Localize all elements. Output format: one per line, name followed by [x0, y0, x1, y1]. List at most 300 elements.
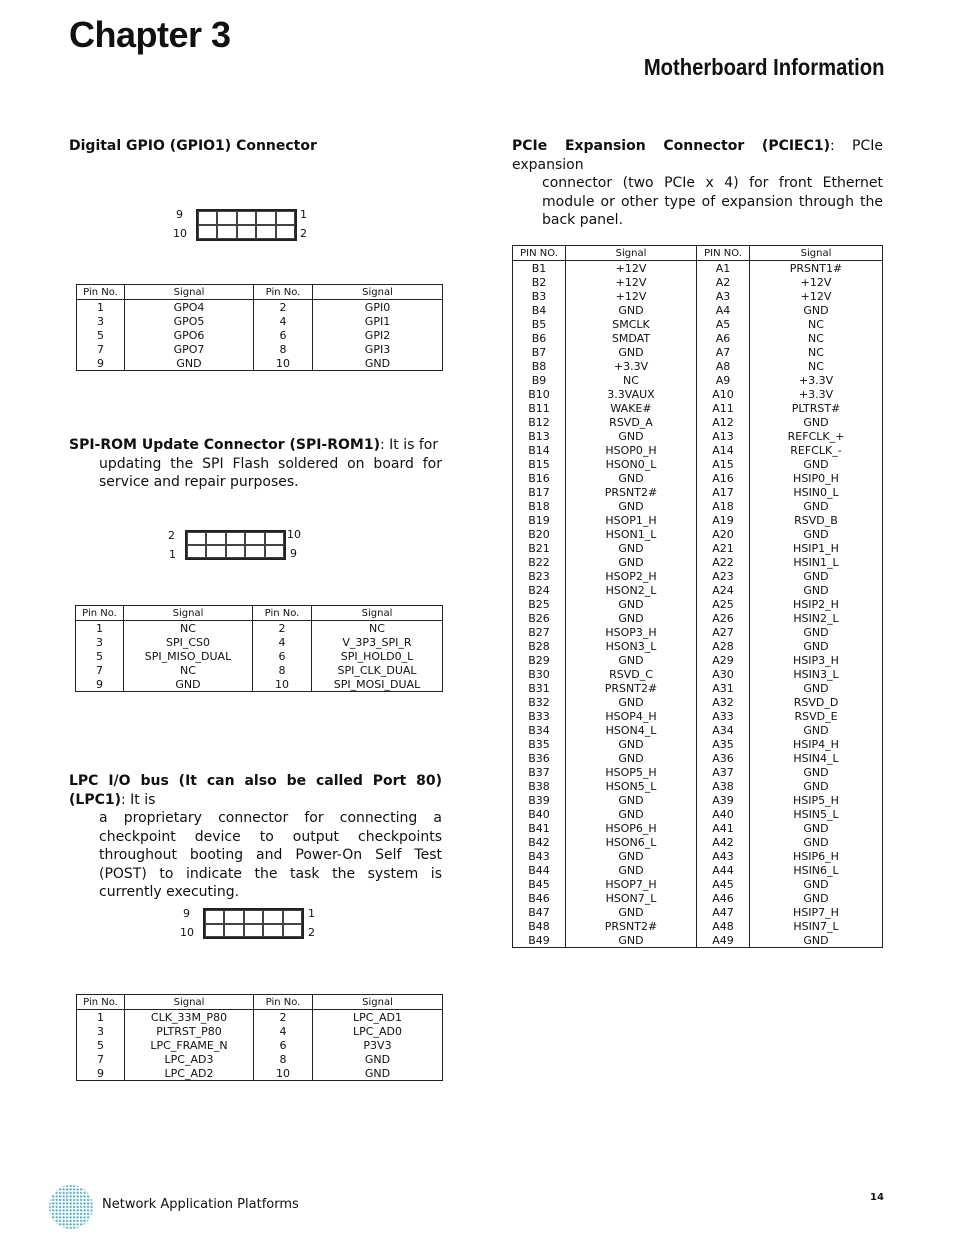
table-cell: GND [750, 639, 883, 653]
table-cell: +12V [566, 289, 697, 303]
table-cell: +12V [750, 289, 883, 303]
table-cell: GND [566, 793, 697, 807]
table-row [513, 597, 883, 611]
table-cell: GND [566, 933, 697, 948]
table-cell: GND [566, 611, 697, 625]
table-cell: A36 [697, 751, 750, 765]
table-cell: A15 [697, 457, 750, 471]
table-row [513, 401, 883, 415]
table-row: 3 PLTRST_P80 4 LPC_AD0 [77, 1024, 443, 1038]
table-cell: GND [750, 765, 883, 779]
table-cell: GND [750, 583, 883, 597]
table-cell: GND [566, 541, 697, 555]
table-cell: HSON0_L [566, 457, 697, 471]
table-row [513, 625, 883, 639]
page-number: 14 [870, 1192, 884, 1203]
table-cell: REFCLK_- [750, 443, 883, 457]
table-cell: B42 [513, 835, 566, 849]
table-row [513, 583, 883, 597]
table-cell: GND [566, 905, 697, 919]
table-cell: GND [566, 597, 697, 611]
table-cell: PRSNT1# [750, 261, 883, 276]
table-cell: B7 [513, 345, 566, 359]
table-cell: +3.3V [750, 373, 883, 387]
table-cell: B21 [513, 541, 566, 555]
table-cell: B12 [513, 415, 566, 429]
table-row [513, 737, 883, 751]
table-cell: GND [566, 695, 697, 709]
table-cell: HSIN7_L [750, 919, 883, 933]
spi-label-tl: 2 [168, 529, 175, 542]
table-cell: B47 [513, 905, 566, 919]
table-cell: B30 [513, 667, 566, 681]
table-cell: A21 [697, 541, 750, 555]
table-cell: GND [566, 471, 697, 485]
table-cell: B40 [513, 807, 566, 821]
table-cell: 3.3VAUX [566, 387, 697, 401]
table-row [513, 513, 883, 527]
table-cell: B29 [513, 653, 566, 667]
table-row [513, 569, 883, 583]
gpio-connector-diagram [170, 206, 310, 242]
table-cell: B2 [513, 275, 566, 289]
table-row: 1 CLK_33M_P80 2 LPC_AD1 [77, 1010, 443, 1025]
table-cell: PRSNT2# [566, 919, 697, 933]
table-cell: B10 [513, 387, 566, 401]
table-cell: PRSNT2# [566, 485, 697, 499]
table-cell: NC [566, 373, 697, 387]
table-cell: B34 [513, 723, 566, 737]
table-cell: HSIP7_H [750, 905, 883, 919]
table-cell: A4 [697, 303, 750, 317]
table-cell: +12V [566, 275, 697, 289]
table-cell: GND [566, 429, 697, 443]
table-row [513, 261, 883, 276]
table-cell: A29 [697, 653, 750, 667]
table-cell: HSOP6_H [566, 821, 697, 835]
pcie-desc-first: : PCIe expansion [512, 138, 883, 173]
table-row [513, 289, 883, 303]
table-cell: A9 [697, 373, 750, 387]
table-row [513, 373, 883, 387]
table-cell: HSIP6_H [750, 849, 883, 863]
table-row [513, 275, 883, 289]
table-cell: A13 [697, 429, 750, 443]
table-row [513, 415, 883, 429]
table-cell: A34 [697, 723, 750, 737]
table-cell: B48 [513, 919, 566, 933]
table-cell: HSON2_L [566, 583, 697, 597]
table-cell: B3 [513, 289, 566, 303]
table-cell: A47 [697, 905, 750, 919]
table-cell: A14 [697, 443, 750, 457]
table-cell: GND [750, 821, 883, 835]
table-cell: B24 [513, 583, 566, 597]
table-row [513, 317, 883, 331]
table-cell: HSIP0_H [750, 471, 883, 485]
table-cell: HSON1_L [566, 527, 697, 541]
table-cell: A43 [697, 849, 750, 863]
table-row [513, 863, 883, 877]
table-cell: A40 [697, 807, 750, 821]
table-row [513, 765, 883, 779]
table-cell: +3.3V [750, 387, 883, 401]
table-cell: A26 [697, 611, 750, 625]
table-cell: SMDAT [566, 331, 697, 345]
table-cell: A1 [697, 261, 750, 276]
table-cell: B8 [513, 359, 566, 373]
table-cell: A3 [697, 289, 750, 303]
spi-pin-grid [185, 530, 286, 560]
table-cell: B16 [513, 471, 566, 485]
table-cell: GND [750, 527, 883, 541]
table-row [513, 779, 883, 793]
table-row [513, 457, 883, 471]
table-cell: GND [750, 625, 883, 639]
table-cell: HSIN1_L [750, 555, 883, 569]
table-row [513, 471, 883, 485]
table-cell: HSIP5_H [750, 793, 883, 807]
table-cell: GND [566, 345, 697, 359]
table-cell: +3.3V [566, 359, 697, 373]
table-cell: RSVD_D [750, 695, 883, 709]
table-cell: HSIN3_L [750, 667, 883, 681]
table-cell: B19 [513, 513, 566, 527]
table-cell: B11 [513, 401, 566, 415]
table-cell: GND [566, 737, 697, 751]
table-cell: HSOP4_H [566, 709, 697, 723]
table-row: 9 GND 10 SPI_MOSI_DUAL [76, 677, 443, 692]
table-cell: A30 [697, 667, 750, 681]
table-header-row: PIN NO. Signal PIN NO. Signal [513, 246, 883, 261]
table-cell: A19 [697, 513, 750, 527]
gpio-pin-grid [196, 209, 297, 241]
table-cell: REFCLK_+ [750, 429, 883, 443]
table-cell: B27 [513, 625, 566, 639]
table-cell: GND [566, 751, 697, 765]
table-cell: B33 [513, 709, 566, 723]
table-row [513, 723, 883, 737]
table-cell: B46 [513, 891, 566, 905]
table-cell: B14 [513, 443, 566, 457]
table-cell: A11 [697, 401, 750, 415]
table-cell: HSIP2_H [750, 597, 883, 611]
table-cell: HSOP1_H [566, 513, 697, 527]
lpc-label-br: 2 [308, 926, 315, 939]
spi-desc: updating the SPI Flash soldered on board for service and repair purposes. [99, 455, 442, 490]
table-row: 7 NC 8 SPI_CLK_DUAL [76, 663, 443, 677]
table-cell: HSON4_L [566, 723, 697, 737]
table-cell: B26 [513, 611, 566, 625]
gpio-pin-table [76, 284, 443, 371]
pcie-heading [512, 137, 883, 230]
table-cell: A25 [697, 597, 750, 611]
table-cell: B9 [513, 373, 566, 387]
table-cell: NC [750, 345, 883, 359]
spi-label-br: 9 [290, 547, 297, 560]
table-row [513, 611, 883, 625]
lpc-heading [69, 772, 442, 902]
table-cell: B15 [513, 457, 566, 471]
table-cell: NC [750, 359, 883, 373]
table-cell: B28 [513, 639, 566, 653]
table-cell: RSVD_E [750, 709, 883, 723]
table-header-row: Pin No. Signal Pin No. Signal [76, 606, 443, 621]
section-title: Motherboard Information [643, 54, 884, 80]
table-cell: HSIN4_L [750, 751, 883, 765]
table-row [513, 639, 883, 653]
table-row [513, 891, 883, 905]
table-cell: B20 [513, 527, 566, 541]
table-cell: HSOP3_H [566, 625, 697, 639]
table-cell: GND [566, 849, 697, 863]
table-row [513, 933, 883, 948]
table-cell: A38 [697, 779, 750, 793]
table-row: 9 GND 10 GND [77, 356, 443, 371]
table-row [513, 821, 883, 835]
table-cell: A37 [697, 765, 750, 779]
table-row [513, 681, 883, 695]
gpio-label-tr: 1 [300, 208, 307, 221]
table-cell: RSVD_C [566, 667, 697, 681]
table-cell: B44 [513, 863, 566, 877]
table-cell: A45 [697, 877, 750, 891]
table-row [513, 709, 883, 723]
table-row: 3 SPI_CS0 4 V_3P3_SPI_R [76, 635, 443, 649]
table-row: 3 GPO5 4 GPI1 [77, 314, 443, 328]
table-cell: B17 [513, 485, 566, 499]
spi-heading [69, 436, 442, 492]
table-cell: HSIP4_H [750, 737, 883, 751]
table-cell: B37 [513, 765, 566, 779]
pcie-title: PCIe Expansion Connector (PCIEC1) [512, 138, 831, 154]
table-cell: A46 [697, 891, 750, 905]
table-cell: PLTRST# [750, 401, 883, 415]
table-cell: A44 [697, 863, 750, 877]
table-cell: GND [750, 723, 883, 737]
table-cell: GND [750, 569, 883, 583]
lpc-connector-diagram [178, 905, 323, 941]
table-cell: B25 [513, 597, 566, 611]
table-row [513, 541, 883, 555]
table-row [513, 499, 883, 513]
table-cell: A20 [697, 527, 750, 541]
table-cell: B31 [513, 681, 566, 695]
table-cell: RSVD_A [566, 415, 697, 429]
table-cell: A24 [697, 583, 750, 597]
table-cell: +12V [750, 275, 883, 289]
table-cell: A42 [697, 835, 750, 849]
table-cell: B4 [513, 303, 566, 317]
table-cell: GND [566, 303, 697, 317]
spi-title: SPI-ROM Update Connector (SPI-ROM1) [69, 437, 380, 453]
table-cell: A7 [697, 345, 750, 359]
table-cell: HSON3_L [566, 639, 697, 653]
lpc-desc: a proprietary connector for connecting a checkpoint device to output checkpoints throughout booting and Power-On Self Test (POST) to indicate the task the system is currently executing. [99, 810, 442, 900]
table-cell: A12 [697, 415, 750, 429]
table-row: 7 LPC_AD3 8 GND [77, 1052, 443, 1066]
table-row [513, 443, 883, 457]
table-cell: A49 [697, 933, 750, 948]
table-cell: B38 [513, 779, 566, 793]
table-cell: A35 [697, 737, 750, 751]
lpc-pin-table [76, 994, 443, 1081]
table-header-row: Pin No. Signal Pin No. Signal [77, 285, 443, 300]
table-cell: HSON5_L [566, 779, 697, 793]
table-row [513, 905, 883, 919]
table-cell: A32 [697, 695, 750, 709]
spi-label-tr: 10 [287, 528, 301, 541]
table-row: 7 GPO7 8 GPI3 [77, 342, 443, 356]
spi-pin-table [75, 605, 443, 692]
table-cell: B45 [513, 877, 566, 891]
table-row [513, 303, 883, 317]
table-cell: PRSNT2# [566, 681, 697, 695]
table-cell: HSOP2_H [566, 569, 697, 583]
table-cell: GND [566, 863, 697, 877]
table-row: 5 SPI_MISO_DUAL 6 SPI_HOLD0_L [76, 649, 443, 663]
table-row [513, 835, 883, 849]
table-cell: B35 [513, 737, 566, 751]
table-cell: GND [750, 303, 883, 317]
lpc-label-bl: 10 [180, 926, 194, 939]
table-cell: A41 [697, 821, 750, 835]
table-cell: A33 [697, 709, 750, 723]
table-cell: HSOP0_H [566, 443, 697, 457]
table-cell: B1 [513, 261, 566, 276]
table-cell: A18 [697, 499, 750, 513]
table-cell: A39 [697, 793, 750, 807]
gpio-label-bl: 10 [173, 227, 187, 240]
table-row: 5 LPC_FRAME_N 6 P3V3 [77, 1038, 443, 1052]
table-cell: WAKE# [566, 401, 697, 415]
table-cell: GND [566, 807, 697, 821]
table-cell: GND [566, 555, 697, 569]
table-cell: A16 [697, 471, 750, 485]
table-cell: A22 [697, 555, 750, 569]
table-cell: HSIN0_L [750, 485, 883, 499]
table-cell: GND [750, 415, 883, 429]
spi-label-bl: 1 [169, 548, 176, 561]
table-cell: B5 [513, 317, 566, 331]
table-cell: SMCLK [566, 317, 697, 331]
table-cell: GND [566, 653, 697, 667]
table-cell: GND [566, 499, 697, 513]
table-cell: GND [750, 891, 883, 905]
table-row [513, 653, 883, 667]
table-cell: B23 [513, 569, 566, 583]
table-cell: +12V [566, 261, 697, 276]
table-row [513, 345, 883, 359]
table-cell: A48 [697, 919, 750, 933]
company-logo-icon [48, 1184, 94, 1230]
table-row: 9 LPC_AD2 10 GND [77, 1066, 443, 1081]
table-row [513, 877, 883, 891]
table-cell: A8 [697, 359, 750, 373]
table-cell: GND [750, 457, 883, 471]
table-cell: HSOP5_H [566, 765, 697, 779]
table-row [513, 485, 883, 499]
table-cell: NC [750, 317, 883, 331]
table-row [513, 807, 883, 821]
table-row [513, 919, 883, 933]
table-row [513, 793, 883, 807]
lpc-label-tl: 9 [183, 907, 190, 920]
table-cell: B39 [513, 793, 566, 807]
table-cell: NC [750, 331, 883, 345]
gpio-heading [69, 137, 442, 156]
table-cell: B18 [513, 499, 566, 513]
table-cell: B43 [513, 849, 566, 863]
table-cell: A17 [697, 485, 750, 499]
chapter-title: Chapter 3 [69, 14, 231, 55]
spi-connector-diagram [164, 527, 314, 563]
table-cell: GND [750, 835, 883, 849]
table-cell: A2 [697, 275, 750, 289]
table-cell: B49 [513, 933, 566, 948]
table-cell: GND [750, 681, 883, 695]
gpio-title: Digital GPIO (GPIO1) Connector [69, 138, 317, 154]
table-header-row: Pin No. Signal Pin No. Signal [77, 995, 443, 1010]
table-row [513, 359, 883, 373]
table-cell: B22 [513, 555, 566, 569]
table-cell: GND [750, 933, 883, 948]
lpc-pin-grid [203, 908, 304, 939]
table-cell: HSIN6_L [750, 863, 883, 877]
table-cell: B36 [513, 751, 566, 765]
table-cell: B6 [513, 331, 566, 345]
table-cell: A27 [697, 625, 750, 639]
table-cell: GND [750, 779, 883, 793]
table-cell: B13 [513, 429, 566, 443]
table-cell: HSIN5_L [750, 807, 883, 821]
spi-desc-first: : It is for [380, 437, 439, 453]
pcie-desc: connector (two PCIe x 4) for front Ethernet module or other type of expansion through the back panel. [542, 175, 883, 228]
table-row [513, 849, 883, 863]
table-cell: HSIP1_H [750, 541, 883, 555]
table-row [513, 555, 883, 569]
lpc-desc-first: : It is [121, 791, 156, 808]
table-row [513, 387, 883, 401]
gpio-label-tl: 9 [176, 208, 183, 221]
table-row [513, 695, 883, 709]
table-cell: A23 [697, 569, 750, 583]
table-cell: A28 [697, 639, 750, 653]
pcie-pin-table [512, 245, 883, 948]
table-cell: A10 [697, 387, 750, 401]
table-cell: GND [750, 877, 883, 891]
table-row: 1 GPO4 2 GPI0 [77, 300, 443, 315]
table-cell: A5 [697, 317, 750, 331]
table-row: 5 GPO6 6 GPI2 [77, 328, 443, 342]
table-cell: GND [750, 499, 883, 513]
lpc-title: LPC I/O bus (It can also be called Port 80) (LPC1) [69, 773, 442, 808]
table-row [513, 527, 883, 541]
footer-text: Network Application Platforms [102, 1197, 299, 1212]
table-cell: HSIN2_L [750, 611, 883, 625]
table-cell: B41 [513, 821, 566, 835]
table-row [513, 429, 883, 443]
table-cell: HSOP7_H [566, 877, 697, 891]
table-cell: A31 [697, 681, 750, 695]
table-cell: B32 [513, 695, 566, 709]
table-cell: HSON6_L [566, 835, 697, 849]
lpc-label-tr: 1 [308, 907, 315, 920]
table-cell: RSVD_B [750, 513, 883, 527]
table-cell: HSON7_L [566, 891, 697, 905]
table-cell: HSIP3_H [750, 653, 883, 667]
gpio-label-br: 2 [300, 227, 307, 240]
